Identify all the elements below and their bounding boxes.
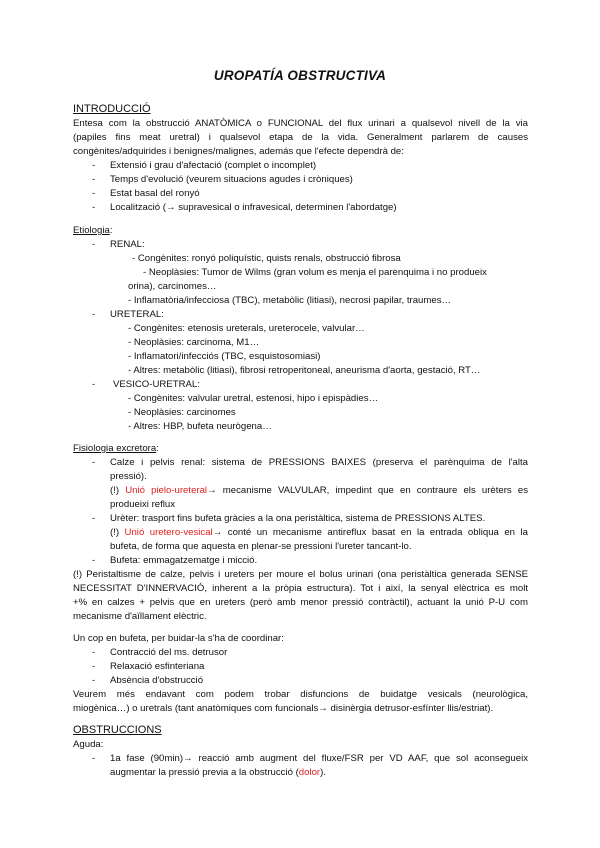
- note-text: → mecanisme VALVULAR, impedint que en contraure els urèters es: [207, 485, 528, 496]
- fisiologia-heading-text: Fisiologia excretora: [73, 443, 157, 454]
- list-item: Localització (→ supravesical o infravesical, determinen l'abordatge): [110, 202, 397, 213]
- note-marker: (!): [110, 527, 125, 538]
- bullet-marker: -: [92, 379, 96, 390]
- bufeta-paragraph-line: miogènica…) o uretrals (tant anatòmiques com funcionals→ disinèrgia detrusor-esfínter llis/estriat).: [73, 703, 494, 714]
- obstruccions-text: augmentar la pressió previa a la obstrucció (: [110, 767, 299, 778]
- bufeta-paragraph-line: Veurem més endavant com podem trobar disfuncions de buidatge vesicals (neurològica,: [73, 689, 528, 700]
- etiologia-renal-line: - Inflamatòria/infecciosa (TBC), metabòlic (litiasi), necrosi papilar, traumes…: [128, 295, 452, 306]
- obstruccions-text: ).: [320, 767, 326, 778]
- bullet-marker: -: [92, 239, 96, 250]
- fisiologia-line: Urèter: trasport fins bufeta gràcies a la ona peristàltica, sistema de PRESSIONS ALTES.: [110, 513, 486, 524]
- list-item: Relaxació esfinteriana: [110, 661, 205, 672]
- intro-paragraph-line: congènites/adquirides i benignes/malignes, además que l'efecte dependrà de:: [73, 146, 404, 157]
- intro-paragraph-line: (papiles fins meat uretral) i qualsevol etapa de la vida. Generalment parlarem de causes: [73, 132, 528, 143]
- bullet-marker: -: [92, 647, 96, 658]
- fisiologia-line: Calze i pelvis renal: sistema de PRESSIONS BAIXES (preserva el parènquima de l'alta: [110, 457, 528, 468]
- etiologia-vesico-line: - Altres: HBP, bufeta neurògena…: [128, 421, 272, 432]
- obstruccions-subheading: Aguda:: [73, 739, 104, 750]
- etiologia-vesico-line: - Neoplàsies: carcinomes: [128, 407, 236, 418]
- bullet-marker: -: [92, 675, 96, 686]
- bullet-marker: -: [92, 309, 96, 320]
- intro-paragraph-line: Entesa com la obstrucció ANATÒMICA o FUNCIONAL del flux urinari a qualsevol nivell de la via: [73, 118, 528, 129]
- etiologia-heading-text: Etiologia: [73, 225, 110, 236]
- etiologia-vesico-label: VESICO-URETRAL:: [113, 379, 200, 390]
- etiologia-renal-line: orina), carcinomes…: [128, 281, 217, 292]
- list-item: Temps d'evolució (veurem situacions agudes i cròniques): [110, 174, 353, 185]
- etiologia-renal-label: RENAL:: [110, 239, 145, 250]
- bullet-marker: -: [92, 202, 96, 213]
- note-text: → conté un mecanisme antireflux basat en la entrada obliqua en la: [212, 527, 528, 538]
- bullet-marker: -: [92, 753, 96, 764]
- bullet-marker: -: [92, 188, 96, 199]
- highlight-text: Unió uretero-vesical: [124, 527, 213, 538]
- etiologia-renal-line: - Neoplàsies: Tumor de Wilms (gran volum es menja el parenquima i no produeix: [143, 267, 487, 278]
- highlight-text: dolor: [298, 767, 321, 778]
- fisiologia-paragraph-line: (!) Peristaltisme de calze, pelvis i ureters per moure el bolus urinari (ona peristàltica generada SENSE: [73, 569, 528, 580]
- list-item: Absència d'obstrucció: [110, 675, 204, 686]
- etiologia-ureteral-line: - Inflamatori/infecciós (TBC, esquistosomiasi): [128, 351, 321, 362]
- list-item: Estat basal del ronyó: [110, 188, 200, 199]
- obstruccions-heading: OBSTRUCCIONS: [73, 724, 162, 736]
- intro-heading: INTRODUCCIÓ: [73, 103, 151, 115]
- bufeta-intro: Un cop en bufeta, per buidar-la s'ha de coordinar:: [73, 633, 284, 644]
- bullet-marker: -: [92, 513, 96, 524]
- page-title: UROPATÍA OBSTRUCTIVA: [213, 68, 387, 83]
- etiologia-colon: :: [109, 225, 113, 236]
- fisiologia-paragraph-line: mecanisme d'aïllament elèctric.: [73, 611, 207, 622]
- etiologia-ureteral-line: - Congènites: etenosis ureterals, ureterocele, valvular…: [128, 323, 365, 334]
- bullet-marker: -: [92, 160, 96, 171]
- etiologia-ureteral-label: URETERAL:: [110, 309, 164, 320]
- obstruccions-line: 1a fase (90min)→ reacció amb augment del fluxe/FSR per VD AAF, que sol aconsegueix: [110, 753, 528, 764]
- highlight-text: Unió pielo-ureteral: [125, 485, 208, 496]
- etiologia-ureteral-line: - Neoplàsies: carcinoma, M1…: [128, 337, 260, 348]
- bullet-marker: -: [92, 457, 96, 468]
- fisiologia-note-line: [110, 484, 528, 497]
- obstruccions-line: [110, 766, 326, 779]
- fisiologia-paragraph-line: +% en calzes + pelvis que en ureters (però amb menor pressió contràctil), actuant la unió P-U com: [73, 597, 528, 608]
- bullet-marker: -: [92, 661, 96, 672]
- fisiologia-line: bufeta, de forma que aquesta en plenar-se pressioni l'ureter tancant-lo.: [110, 541, 412, 552]
- etiologia-ureteral-line: - Altres: metabòlic (litiasi), fibrosi retroperitoneal, aneurisma d'aorta, gestació, RT…: [128, 365, 481, 376]
- list-item: Extensió i grau d'afectació (complet o incomplet): [110, 160, 317, 171]
- fisiologia-line: pressió).: [110, 471, 147, 482]
- etiologia-vesico-line: - Congènites: valvular uretral, estenosi, hipo i epispàdies…: [128, 393, 379, 404]
- note-marker: (!): [110, 485, 126, 496]
- fisiologia-note-line: [110, 526, 528, 539]
- fisiologia-line: Bufeta: emmagatzematge i micció.: [110, 555, 258, 566]
- fisiologia-line: produeixi reflux: [110, 499, 176, 510]
- etiologia-heading: [73, 224, 112, 237]
- bullet-marker: -: [92, 174, 96, 185]
- fisiologia-colon: :: [156, 443, 159, 454]
- bullet-marker: -: [92, 555, 96, 566]
- fisiologia-heading: [73, 442, 159, 455]
- etiologia-renal-line: - Congènites: ronyó poliquístic, quists renals, obstrucció fibrosa: [132, 253, 401, 264]
- fisiologia-paragraph-line: NECESSITAT D'INNERVACIÓ, inherent a la pròpia estructura). Tot i així, la senyal elèctrica es molt: [73, 583, 528, 594]
- list-item: Contracció del ms. detrusor: [110, 647, 228, 658]
